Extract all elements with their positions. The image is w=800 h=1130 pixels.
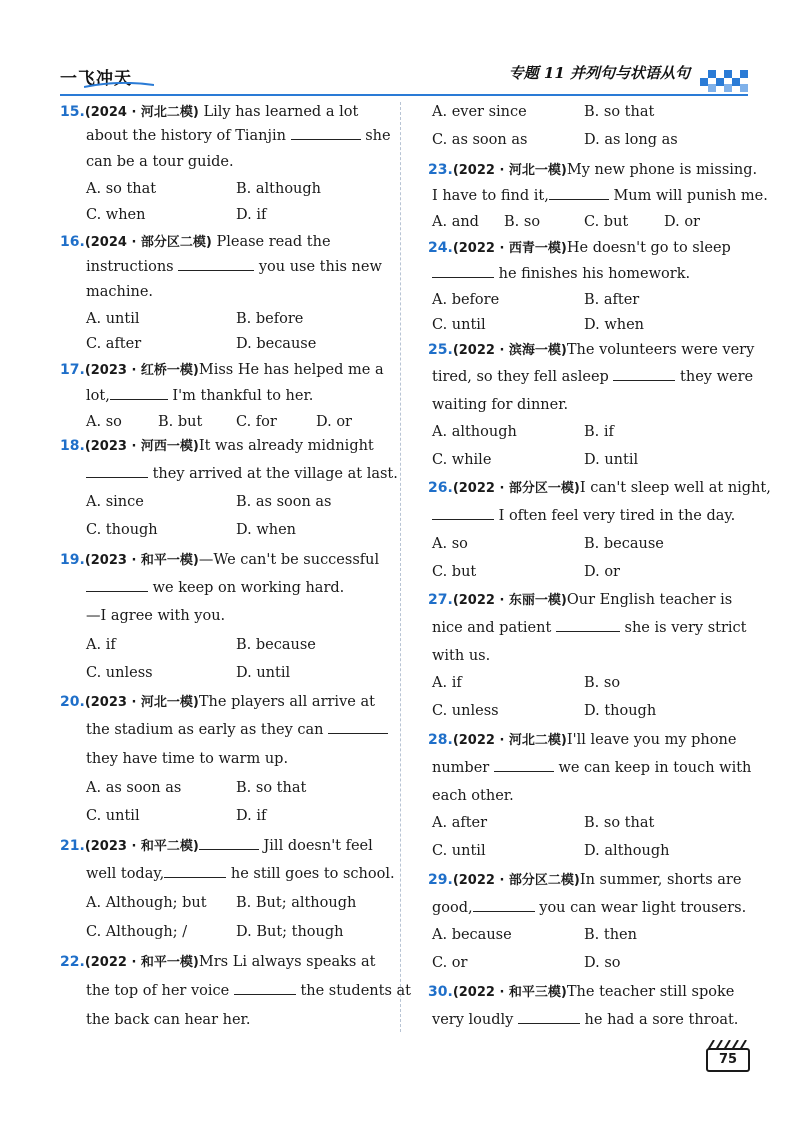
option-a[interactable]: A. Although; but xyxy=(86,895,207,911)
option-a[interactable]: A. so that xyxy=(86,181,157,197)
question-number: 23. xyxy=(428,162,453,178)
option-a[interactable]: A. before xyxy=(432,292,500,308)
question-number: 28. xyxy=(428,732,453,748)
question-25 xyxy=(428,336,755,468)
question-source: (2022 · 滨海一模) xyxy=(452,343,567,358)
question-text: Mum will punish me. xyxy=(613,188,768,204)
column-divider xyxy=(400,102,401,1032)
question-text: It was already midnight xyxy=(198,438,374,454)
question-text: I can't sleep well at night, xyxy=(579,480,771,496)
question-source: (2022 · 西青一模) xyxy=(452,241,567,256)
question-19 xyxy=(60,546,394,681)
question-number: 25. xyxy=(428,342,453,358)
option-c[interactable]: C. until xyxy=(86,808,140,824)
option-c[interactable]: C. Although; / xyxy=(86,924,188,940)
option-a[interactable]: A. if xyxy=(86,637,116,653)
question-text: we keep on working hard. xyxy=(152,580,345,596)
question-15 xyxy=(60,98,394,223)
question-number: 19. xyxy=(60,552,85,568)
question-text: The teacher still spoke xyxy=(566,984,735,1000)
option-d[interactable]: D. though xyxy=(584,703,657,719)
option-c[interactable]: C. after xyxy=(86,336,142,352)
question-text: waiting for dinner. xyxy=(432,397,569,413)
question-text: I'm thankful to her. xyxy=(172,388,314,404)
option-d[interactable]: D. if xyxy=(236,808,267,824)
question-text: with us. xyxy=(432,648,491,664)
question-text: Our English teacher is xyxy=(566,592,733,608)
question-text: can be a tour guide. xyxy=(86,154,234,170)
option-d[interactable]: D. so xyxy=(584,955,621,971)
question-text: good, xyxy=(432,900,473,916)
question-number: 15. xyxy=(60,104,85,120)
question-text: —I agree with you. xyxy=(86,608,226,624)
question-source: (2022 · 东丽一模) xyxy=(452,593,567,608)
option-b[interactable]: B. so xyxy=(584,675,621,691)
question-source: (2022 · 部分区二模) xyxy=(452,873,580,888)
question-text: In summer, shorts are xyxy=(579,872,742,888)
question-text: tired, so they fell asleep xyxy=(432,369,609,385)
option-b[interactable]: B. so xyxy=(504,214,541,230)
option-c[interactable]: C. or xyxy=(432,955,468,971)
option-b[interactable]: B. although xyxy=(236,181,322,197)
answer-blank[interactable] xyxy=(613,366,675,381)
question-number: 26. xyxy=(428,480,453,496)
brand-logo: 一飞冲天 xyxy=(60,69,132,89)
question-text: Jill doesn't feel xyxy=(263,838,373,854)
question-30 xyxy=(428,978,742,1028)
question-28 xyxy=(428,726,752,859)
answer-blank[interactable] xyxy=(473,897,535,912)
question-text: the stadium as early as they can xyxy=(86,722,324,738)
option-c[interactable]: C. unless xyxy=(86,665,153,681)
option-a[interactable]: A. although xyxy=(432,424,517,440)
option-b[interactable]: B. so that xyxy=(236,780,307,796)
answer-blank[interactable] xyxy=(110,385,168,400)
answer-blank[interactable] xyxy=(432,263,494,278)
page-header xyxy=(60,58,748,98)
question-text: Mrs Li always speaks at xyxy=(198,954,376,970)
question-source: (2022 · 和平三模) xyxy=(452,985,567,1000)
answer-blank[interactable] xyxy=(164,863,226,878)
question-23 xyxy=(428,156,768,230)
answer-blank[interactable] xyxy=(494,757,554,772)
question-17 xyxy=(60,356,394,430)
option-d[interactable]: D. although xyxy=(584,843,670,859)
question-24 xyxy=(428,234,742,333)
option-d[interactable]: D. or xyxy=(664,214,700,230)
option-c[interactable]: C. but xyxy=(584,214,629,230)
option-c[interactable]: C. while xyxy=(432,452,492,468)
question-number: 30. xyxy=(428,984,453,1000)
question-text: they have time to warm up. xyxy=(86,751,289,767)
option-c[interactable]: C. though xyxy=(86,522,158,538)
question-18 xyxy=(60,432,398,538)
option-b[interactable]: B. if xyxy=(584,424,614,440)
option-c[interactable]: C. when xyxy=(86,207,146,223)
question-text: machine. xyxy=(86,284,154,300)
option-b[interactable]: B. But; although xyxy=(236,895,357,911)
option-d[interactable]: D. because xyxy=(236,336,317,352)
answer-blank[interactable] xyxy=(518,1009,580,1024)
question-text: I often feel very tired in the day. xyxy=(498,508,736,524)
question-text: each other. xyxy=(432,788,514,804)
option-b[interactable]: B. so that xyxy=(584,104,655,120)
answer-blank[interactable] xyxy=(86,577,148,592)
question-text: I'll leave you my phone xyxy=(566,732,737,748)
question-text: He doesn't go to sleep xyxy=(566,240,731,256)
option-d[interactable]: D. until xyxy=(584,452,639,468)
question-number: 17. xyxy=(60,362,85,378)
option-b[interactable]: B. before xyxy=(236,311,304,327)
question-source: (2022 · 和平一模) xyxy=(84,955,199,970)
question-number: 20. xyxy=(60,694,85,710)
brand-swoosh-icon xyxy=(84,82,154,88)
question-text: about the history of Tianjin xyxy=(86,128,286,144)
question-text: Please read the xyxy=(216,234,331,250)
option-c[interactable]: C. for xyxy=(236,414,277,430)
option-d[interactable]: D. when xyxy=(236,522,296,538)
option-b[interactable]: B. as soon as xyxy=(236,494,332,510)
question-20 xyxy=(60,688,394,824)
question-text: the back can hear her. xyxy=(86,1012,251,1028)
question-number: 22. xyxy=(60,954,85,970)
option-a[interactable]: A. after xyxy=(432,815,488,831)
question-text: she xyxy=(365,128,391,144)
question-22 xyxy=(60,948,411,1028)
question-text: The volunteers were very xyxy=(566,342,755,358)
question-number: 27. xyxy=(428,592,453,608)
option-a[interactable]: A. if xyxy=(432,675,462,691)
option-a[interactable]: A. and xyxy=(432,214,479,230)
checker-decoration-icon xyxy=(700,64,748,92)
option-b[interactable]: B. after xyxy=(584,292,640,308)
answer-blank[interactable] xyxy=(199,835,259,850)
option-d[interactable]: D. But; though xyxy=(236,924,344,940)
question-text: nice and patient xyxy=(432,620,552,636)
question-text: she is very strict xyxy=(624,620,747,636)
question-text: —We can't be successful xyxy=(198,552,380,568)
answer-blank[interactable] xyxy=(178,256,254,271)
question-source: (2023 · 和平一模) xyxy=(84,553,199,568)
option-b[interactable]: B. because xyxy=(584,536,664,552)
question-16 xyxy=(60,228,394,352)
question-source: (2023 · 河北一模) xyxy=(84,695,199,710)
option-b[interactable]: B. then xyxy=(584,927,637,943)
question-text: the students at xyxy=(300,983,411,999)
option-d[interactable]: D. until xyxy=(236,665,291,681)
answer-blank[interactable] xyxy=(432,505,494,520)
option-a[interactable]: A. since xyxy=(86,494,144,510)
answer-blank[interactable] xyxy=(234,980,296,995)
question-text: very loudly xyxy=(432,1012,514,1028)
question-source: (2024 · 部分区二模) xyxy=(84,235,212,250)
topic-title: 专题 11 并列句与状语从句 xyxy=(508,64,690,82)
question-26 xyxy=(428,474,771,580)
option-a[interactable]: A. as soon as xyxy=(86,780,182,796)
option-a[interactable]: A. so xyxy=(86,414,122,430)
question-number: 18. xyxy=(60,438,85,454)
answer-blank[interactable] xyxy=(86,463,148,478)
answer-blank[interactable] xyxy=(291,125,361,140)
question-text: he still goes to school. xyxy=(230,866,395,882)
question-source: (2023 · 红桥一模) xyxy=(84,363,199,378)
option-c[interactable]: C. but xyxy=(432,564,477,580)
question-text: we can keep in touch with xyxy=(558,760,752,776)
question-text: the top of her voice xyxy=(86,983,230,999)
option-c[interactable]: C. until xyxy=(432,317,486,333)
option-c[interactable]: C. unless xyxy=(432,703,499,719)
question-text: Lily has learned a lot xyxy=(203,104,359,120)
question-text: he finishes his homework. xyxy=(498,266,691,282)
option-c[interactable]: C. as soon as xyxy=(432,132,528,148)
option-b[interactable]: B. because xyxy=(236,637,316,653)
option-a[interactable]: A. because xyxy=(432,927,512,943)
question-29 xyxy=(428,866,747,971)
question-27 xyxy=(428,586,747,719)
question-text: well today, xyxy=(86,866,165,882)
question-text: The players all arrive at xyxy=(198,694,375,710)
answer-blank[interactable] xyxy=(328,719,388,734)
question-number: 21. xyxy=(60,838,85,854)
question-text: you can wear light trousers. xyxy=(539,900,747,916)
question-21 xyxy=(60,832,395,940)
question-source: (2024 · 河北二模) xyxy=(84,105,199,120)
page-number: 75 xyxy=(706,1048,750,1072)
option-d[interactable]: D. or xyxy=(316,414,352,430)
question-number: 29. xyxy=(428,872,453,888)
question-text: Miss He has helped me a xyxy=(198,362,384,378)
question-text: they were xyxy=(680,369,754,385)
header-rule xyxy=(60,94,748,96)
question-text: My new phone is missing. xyxy=(566,162,758,178)
option-d[interactable]: D. when xyxy=(584,317,644,333)
question-text: number xyxy=(432,760,490,776)
option-b[interactable]: B. but xyxy=(158,414,203,430)
question-source: (2022 · 河北一模) xyxy=(452,163,567,178)
question-text: he had a sore throat. xyxy=(584,1012,739,1028)
option-b[interactable]: B. so that xyxy=(584,815,655,831)
option-d[interactable]: D. as long as xyxy=(584,132,678,148)
page-number-badge xyxy=(706,1040,750,1070)
option-a[interactable]: A. ever since xyxy=(432,104,527,120)
question-text: lot, xyxy=(86,388,110,404)
answer-blank[interactable] xyxy=(556,617,620,632)
question-source: (2022 · 部分区一模) xyxy=(452,481,580,496)
question-text: I have to find it, xyxy=(432,188,549,204)
option-d[interactable]: D. if xyxy=(236,207,267,223)
option-a[interactable]: A. so xyxy=(432,536,468,552)
question-number: 16. xyxy=(60,234,85,250)
question-source: (2023 · 河西一模) xyxy=(84,439,199,454)
question-text: instructions xyxy=(86,259,174,275)
answer-blank[interactable] xyxy=(549,185,609,200)
question-text: you use this new xyxy=(258,259,382,275)
option-d[interactable]: D. or xyxy=(584,564,620,580)
question-source: (2022 · 河北二模) xyxy=(452,733,567,748)
question-text: they arrived at the village at last. xyxy=(152,466,398,482)
question-number: 24. xyxy=(428,240,453,256)
option-c[interactable]: C. until xyxy=(432,843,486,859)
question-source: (2023 · 和平二模) xyxy=(84,839,199,854)
option-a[interactable]: A. until xyxy=(86,311,140,327)
